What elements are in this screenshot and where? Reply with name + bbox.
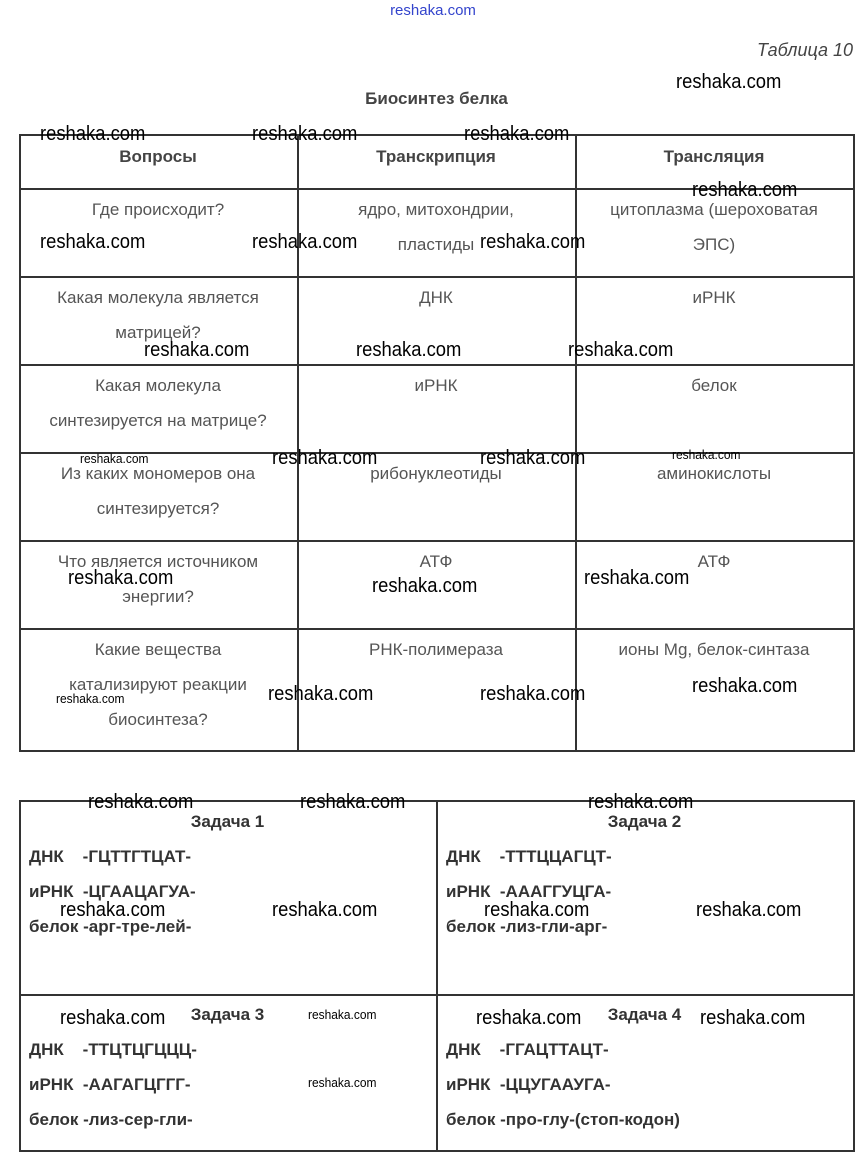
- mrna-sequence: иРНК -АААГГУЦГА-: [446, 882, 612, 901]
- cell-text: катализируют реакции: [69, 675, 247, 694]
- watermark: reshaka.com: [60, 1007, 166, 1029]
- table-cell: [575, 192, 853, 262]
- table-cell: [19, 192, 297, 227]
- protein-sequence: белок -про-глу-(стоп-кодон): [446, 1110, 680, 1129]
- cell-text: Из каких мономеров она: [60, 464, 256, 483]
- column-header: Трансляция: [663, 147, 765, 166]
- watermark: reshaka.com: [272, 447, 378, 469]
- watermark: reshaka.com: [308, 1075, 377, 1090]
- cell-text: ионы Mg, белок-синтаза: [618, 640, 810, 659]
- cell-text: АТФ: [697, 552, 731, 571]
- table-cell: [297, 368, 575, 403]
- table-number: Таблица 10: [756, 40, 853, 60]
- watermark: reshaka.com: [672, 447, 741, 462]
- watermark: reshaka.com: [700, 1007, 806, 1029]
- cell-text: белок: [691, 376, 737, 395]
- protein-sequence: белок -арг-тре-лей-: [29, 917, 192, 936]
- watermark: reshaka.com: [300, 791, 406, 813]
- watermark: reshaka.com: [252, 231, 358, 253]
- cell-text: матрицей?: [115, 323, 201, 342]
- task-title: Задача 1: [190, 812, 265, 831]
- cell-text: биосинтеза?: [108, 710, 208, 729]
- table-border: [19, 750, 855, 752]
- watermark: reshaka.com: [568, 339, 674, 361]
- protein-sequence: белок -лиз-гли-арг-: [446, 917, 608, 936]
- table-border: [853, 800, 855, 1152]
- cell-text: РНК-полимераза: [369, 640, 503, 659]
- protein-sequence: белок -лиз-сер-гли-: [29, 1110, 193, 1129]
- cell-text: Какая молекула: [95, 376, 221, 395]
- cell-text: пластиды: [397, 235, 475, 254]
- table-cell: [297, 632, 575, 667]
- watermark: reshaka.com: [144, 339, 250, 361]
- cell-text: иРНК: [692, 288, 736, 307]
- table-cell: [19, 368, 297, 438]
- table-cell: [575, 280, 853, 315]
- table-cell: [19, 632, 297, 737]
- watermark: reshaka.com: [308, 1007, 377, 1022]
- table-cell: [297, 280, 575, 315]
- cell-text: энергии?: [122, 587, 194, 606]
- mrna-sequence: иРНК -ЦГААЦАГУА-: [29, 882, 196, 901]
- table-title: Биосинтез белка: [365, 89, 508, 108]
- cell-text: ЭПС): [692, 235, 736, 254]
- cell-text: Какие вещества: [94, 640, 222, 659]
- watermark: reshaka.com: [56, 691, 125, 706]
- task-title: Задача 2: [607, 812, 682, 831]
- table-cell: [575, 368, 853, 403]
- watermark: reshaka.com: [252, 123, 358, 145]
- table-border: [853, 134, 855, 751]
- watermark: reshaka.com: [480, 447, 586, 469]
- cell-text: Какая молекула является: [57, 288, 259, 307]
- watermark: reshaka.com: [356, 339, 462, 361]
- watermark: reshaka.com: [68, 567, 174, 589]
- cell-text: синтезируется на матрице?: [49, 411, 267, 430]
- cell-text: Где происходит?: [91, 200, 225, 219]
- cell-text: ДНК: [419, 288, 453, 307]
- task-title: Задача 3: [190, 1005, 265, 1024]
- task-title: Задача 4: [607, 1005, 682, 1024]
- watermark: reshaka.com: [464, 123, 570, 145]
- watermark: reshaka.com: [40, 231, 146, 253]
- cell-text: ядро, митохондрии,: [358, 200, 514, 219]
- watermark: reshaka.com: [60, 899, 166, 921]
- cell-text: Что является источником: [57, 552, 259, 571]
- table-border: [19, 994, 855, 996]
- dna-sequence: ДНК -ТТТЦЦАГЦТ-: [446, 847, 612, 866]
- column-header: Вопросы: [119, 147, 197, 166]
- cell-text: синтезируется?: [96, 499, 220, 518]
- watermark: reshaka.com: [372, 575, 478, 597]
- watermark: reshaka.com: [40, 123, 146, 145]
- watermark: reshaka.com: [676, 71, 782, 93]
- watermark: reshaka.com: [272, 899, 378, 921]
- table-border: [19, 276, 855, 278]
- watermark: reshaka.com: [692, 179, 798, 201]
- mrna-sequence: иРНК -ЦЦУГААУГА-: [446, 1075, 611, 1094]
- cell-text: иРНК: [414, 376, 458, 395]
- watermark: reshaka.com: [88, 791, 194, 813]
- watermark: reshaka.com: [584, 567, 690, 589]
- watermark: reshaka.com: [692, 675, 798, 697]
- cell-text: АТФ: [419, 552, 453, 571]
- cell-text: рибонуклеотиды: [370, 464, 502, 483]
- table-cell: [19, 456, 297, 526]
- table-cell: [297, 544, 575, 579]
- dna-sequence: ДНК -ГГАЦТТАЦТ-: [446, 1040, 609, 1059]
- table-border: [19, 540, 855, 542]
- watermark: reshaka.com: [480, 231, 586, 253]
- table-cell: [575, 632, 853, 667]
- dna-sequence: ДНК -ТТЦТЦГЦЦЦ-: [29, 1040, 197, 1059]
- watermark: reshaka.com: [480, 683, 586, 705]
- watermark: reshaka.com: [588, 791, 694, 813]
- watermark: reshaka.com: [696, 899, 802, 921]
- cell-text: цитоплазма (шероховатая: [610, 200, 818, 219]
- dna-sequence: ДНК -ГЦТТГТЦАТ-: [29, 847, 192, 866]
- watermark: reshaka.com: [80, 451, 149, 466]
- watermark: reshaka.com: [476, 1007, 582, 1029]
- mrna-sequence: иРНК -ААГАГЦГГГ-: [29, 1075, 191, 1094]
- cell-text: аминокислоты: [656, 464, 772, 483]
- watermark: reshaka.com: [268, 683, 374, 705]
- watermark: reshaka.com: [484, 899, 590, 921]
- table-border: [19, 628, 855, 630]
- column-header: Транскрипция: [376, 147, 496, 166]
- site-header-link[interactable]: reshaka.com: [390, 2, 476, 19]
- table-border: [19, 364, 855, 366]
